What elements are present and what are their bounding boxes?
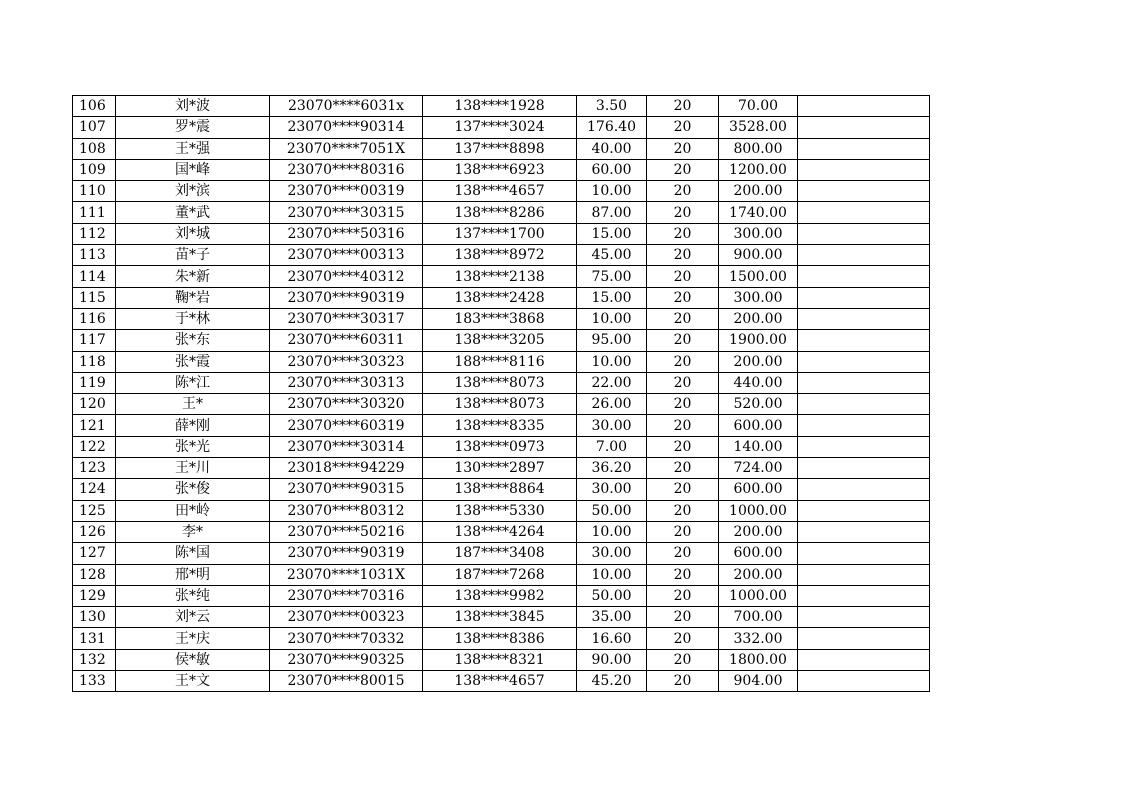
- amount-cell: 1500.00: [719, 266, 798, 287]
- name-cell: 于*林: [116, 308, 270, 329]
- area-cell: 16.60: [577, 628, 647, 649]
- table-row: [73, 479, 930, 500]
- table-row: [73, 287, 930, 308]
- name-cell: 侯*敏: [116, 649, 270, 670]
- remark-cell: [798, 585, 930, 606]
- remark-cell: [798, 543, 930, 564]
- row-number-cell: 123: [73, 458, 116, 479]
- remark-cell: [798, 415, 930, 436]
- remark-cell: [798, 245, 930, 266]
- id-number-cell: 23070****90325: [270, 649, 423, 670]
- area-cell: 75.00: [577, 266, 647, 287]
- rate-cell: 20: [647, 585, 719, 606]
- table-row: [73, 117, 930, 138]
- table-row: [73, 415, 930, 436]
- rate-cell: 20: [647, 159, 719, 180]
- area-cell: 22.00: [577, 372, 647, 393]
- name-cell: 薛*刚: [116, 415, 270, 436]
- rate-cell: 20: [647, 415, 719, 436]
- row-number-cell: 109: [73, 159, 116, 180]
- phone-cell: 187****3408: [423, 543, 577, 564]
- amount-cell: 332.00: [719, 628, 798, 649]
- remark-cell: [798, 394, 930, 415]
- rate-cell: 20: [647, 394, 719, 415]
- row-number-cell: 116: [73, 308, 116, 329]
- area-cell: 30.00: [577, 479, 647, 500]
- row-number-cell: 130: [73, 607, 116, 628]
- amount-cell: 440.00: [719, 372, 798, 393]
- area-cell: 90.00: [577, 649, 647, 670]
- area-cell: 10.00: [577, 181, 647, 202]
- row-number-cell: 108: [73, 138, 116, 159]
- id-number-cell: 23070****80015: [270, 671, 423, 692]
- amount-cell: 1200.00: [719, 159, 798, 180]
- remark-cell: [798, 372, 930, 393]
- area-cell: 35.00: [577, 607, 647, 628]
- name-cell: 刘*云: [116, 607, 270, 628]
- phone-cell: 138****9982: [423, 585, 577, 606]
- row-number-cell: 129: [73, 585, 116, 606]
- amount-cell: 300.00: [719, 287, 798, 308]
- id-number-cell: 23070****1031X: [270, 564, 423, 585]
- table-row: [73, 308, 930, 329]
- row-number-cell: 133: [73, 671, 116, 692]
- phone-cell: 187****7268: [423, 564, 577, 585]
- phone-cell: 138****2138: [423, 266, 577, 287]
- amount-cell: 1000.00: [719, 500, 798, 521]
- table-row: [73, 436, 930, 457]
- id-number-cell: 23070****30320: [270, 394, 423, 415]
- amount-cell: 200.00: [719, 351, 798, 372]
- rate-cell: 20: [647, 287, 719, 308]
- name-cell: 刘*滨: [116, 181, 270, 202]
- area-cell: 95.00: [577, 330, 647, 351]
- amount-cell: 600.00: [719, 543, 798, 564]
- rate-cell: 20: [647, 628, 719, 649]
- phone-cell: 137****8898: [423, 138, 577, 159]
- remark-cell: [798, 521, 930, 542]
- name-cell: 张*霞: [116, 351, 270, 372]
- remark-cell: [798, 330, 930, 351]
- row-number-cell: 107: [73, 117, 116, 138]
- name-cell: 王*文: [116, 671, 270, 692]
- phone-cell: 138****8073: [423, 372, 577, 393]
- id-number-cell: 23070****00323: [270, 607, 423, 628]
- remark-cell: [798, 138, 930, 159]
- row-number-cell: 124: [73, 479, 116, 500]
- id-number-cell: 23070****90315: [270, 479, 423, 500]
- rate-cell: 20: [647, 543, 719, 564]
- id-number-cell: 23070****70332: [270, 628, 423, 649]
- table-row: [73, 500, 930, 521]
- remark-cell: [798, 202, 930, 223]
- remark-cell: [798, 287, 930, 308]
- table-row: [73, 671, 930, 692]
- area-cell: 40.00: [577, 138, 647, 159]
- id-number-cell: 23070****70316: [270, 585, 423, 606]
- remark-cell: [798, 117, 930, 138]
- row-number-cell: 126: [73, 521, 116, 542]
- area-cell: 30.00: [577, 543, 647, 564]
- remark-cell: [798, 266, 930, 287]
- id-number-cell: 23070****90319: [270, 543, 423, 564]
- amount-cell: 140.00: [719, 436, 798, 457]
- row-number-cell: 132: [73, 649, 116, 670]
- remark-cell: [798, 159, 930, 180]
- table-row: [73, 543, 930, 564]
- amount-cell: 600.00: [719, 479, 798, 500]
- remark-cell: [798, 223, 930, 244]
- rate-cell: 20: [647, 138, 719, 159]
- name-cell: 张*东: [116, 330, 270, 351]
- name-cell: 李*: [116, 521, 270, 542]
- rate-cell: 20: [647, 671, 719, 692]
- name-cell: 王*: [116, 394, 270, 415]
- area-cell: 15.00: [577, 287, 647, 308]
- id-number-cell: 23070****30313: [270, 372, 423, 393]
- table-row: [73, 181, 930, 202]
- phone-cell: 138****8972: [423, 245, 577, 266]
- phone-cell: 138****4657: [423, 671, 577, 692]
- row-number-cell: 117: [73, 330, 116, 351]
- rate-cell: 20: [647, 372, 719, 393]
- id-number-cell: 23070****80316: [270, 159, 423, 180]
- rate-cell: 20: [647, 564, 719, 585]
- remark-cell: [798, 479, 930, 500]
- amount-cell: 200.00: [719, 521, 798, 542]
- row-number-cell: 112: [73, 223, 116, 244]
- amount-cell: 1900.00: [719, 330, 798, 351]
- area-cell: 45.00: [577, 245, 647, 266]
- phone-cell: 138****8286: [423, 202, 577, 223]
- id-number-cell: 23070****50216: [270, 521, 423, 542]
- area-cell: 50.00: [577, 585, 647, 606]
- area-cell: 45.20: [577, 671, 647, 692]
- table-row: [73, 138, 930, 159]
- phone-cell: 183****3868: [423, 308, 577, 329]
- table-row: [73, 372, 930, 393]
- area-cell: 10.00: [577, 564, 647, 585]
- phone-cell: 138****0973: [423, 436, 577, 457]
- remark-cell: [798, 351, 930, 372]
- phone-cell: 138****3845: [423, 607, 577, 628]
- remark-cell: [798, 607, 930, 628]
- remark-cell: [798, 500, 930, 521]
- phone-cell: 138****1928: [423, 96, 577, 117]
- id-number-cell: 23070****30323: [270, 351, 423, 372]
- phone-cell: 138****4657: [423, 181, 577, 202]
- name-cell: 田*岭: [116, 500, 270, 521]
- rate-cell: 20: [647, 521, 719, 542]
- name-cell: 张*光: [116, 436, 270, 457]
- phone-cell: 130****2897: [423, 458, 577, 479]
- remark-cell: [798, 671, 930, 692]
- row-number-cell: 131: [73, 628, 116, 649]
- phone-cell: 138****8321: [423, 649, 577, 670]
- id-number-cell: 23070****90319: [270, 287, 423, 308]
- rate-cell: 20: [647, 245, 719, 266]
- row-number-cell: 118: [73, 351, 116, 372]
- phone-cell: 138****2428: [423, 287, 577, 308]
- row-number-cell: 114: [73, 266, 116, 287]
- area-cell: 3.50: [577, 96, 647, 117]
- rate-cell: 20: [647, 96, 719, 117]
- row-number-cell: 125: [73, 500, 116, 521]
- id-number-cell: 23070****50316: [270, 223, 423, 244]
- name-cell: 刘*城: [116, 223, 270, 244]
- area-cell: 15.00: [577, 223, 647, 244]
- rate-cell: 20: [647, 458, 719, 479]
- amount-cell: 724.00: [719, 458, 798, 479]
- name-cell: 国*峰: [116, 159, 270, 180]
- rate-cell: 20: [647, 500, 719, 521]
- table-row: [73, 96, 930, 117]
- table-row: [73, 394, 930, 415]
- phone-cell: 138****5330: [423, 500, 577, 521]
- phone-cell: 138****8335: [423, 415, 577, 436]
- area-cell: 30.00: [577, 415, 647, 436]
- name-cell: 朱*新: [116, 266, 270, 287]
- table-row: [73, 223, 930, 244]
- phone-cell: 137****1700: [423, 223, 577, 244]
- table-row: [73, 159, 930, 180]
- name-cell: 董*武: [116, 202, 270, 223]
- rate-cell: 20: [647, 649, 719, 670]
- name-cell: 王*强: [116, 138, 270, 159]
- area-cell: 87.00: [577, 202, 647, 223]
- amount-cell: 200.00: [719, 564, 798, 585]
- amount-cell: 3528.00: [719, 117, 798, 138]
- rate-cell: 20: [647, 607, 719, 628]
- table-row: [73, 564, 930, 585]
- phone-cell: 138****8073: [423, 394, 577, 415]
- amount-cell: 1800.00: [719, 649, 798, 670]
- remark-cell: [798, 628, 930, 649]
- rate-cell: 20: [647, 117, 719, 138]
- remark-cell: [798, 458, 930, 479]
- remark-cell: [798, 181, 930, 202]
- area-cell: 50.00: [577, 500, 647, 521]
- area-cell: 60.00: [577, 159, 647, 180]
- phone-cell: 138****8386: [423, 628, 577, 649]
- amount-cell: 1740.00: [719, 202, 798, 223]
- rate-cell: 20: [647, 479, 719, 500]
- id-number-cell: 23070****40312: [270, 266, 423, 287]
- amount-cell: 200.00: [719, 308, 798, 329]
- table-row: [73, 458, 930, 479]
- table-row: [73, 245, 930, 266]
- id-number-cell: 23070****80312: [270, 500, 423, 521]
- phone-cell: 138****8864: [423, 479, 577, 500]
- remark-cell: [798, 649, 930, 670]
- name-cell: 陈*国: [116, 543, 270, 564]
- amount-cell: 300.00: [719, 223, 798, 244]
- row-number-cell: 106: [73, 96, 116, 117]
- id-number-cell: 23070****90314: [270, 117, 423, 138]
- remark-cell: [798, 96, 930, 117]
- amount-cell: 700.00: [719, 607, 798, 628]
- row-number-cell: 110: [73, 181, 116, 202]
- name-cell: 邢*明: [116, 564, 270, 585]
- id-number-cell: 23070****30315: [270, 202, 423, 223]
- rate-cell: 20: [647, 330, 719, 351]
- phone-cell: 188****8116: [423, 351, 577, 372]
- amount-cell: 520.00: [719, 394, 798, 415]
- name-cell: 鞠*岩: [116, 287, 270, 308]
- amount-cell: 904.00: [719, 671, 798, 692]
- row-number-cell: 113: [73, 245, 116, 266]
- name-cell: 张*纯: [116, 585, 270, 606]
- data-table: [72, 95, 930, 692]
- name-cell: 刘*波: [116, 96, 270, 117]
- table-row: [73, 330, 930, 351]
- rate-cell: 20: [647, 266, 719, 287]
- area-cell: 10.00: [577, 308, 647, 329]
- name-cell: 罗*震: [116, 117, 270, 138]
- row-number-cell: 127: [73, 543, 116, 564]
- table-row: [73, 351, 930, 372]
- row-number-cell: 128: [73, 564, 116, 585]
- amount-cell: 800.00: [719, 138, 798, 159]
- phone-cell: 137****3024: [423, 117, 577, 138]
- name-cell: 张*俊: [116, 479, 270, 500]
- row-number-cell: 115: [73, 287, 116, 308]
- area-cell: 36.20: [577, 458, 647, 479]
- row-number-cell: 120: [73, 394, 116, 415]
- rate-cell: 20: [647, 202, 719, 223]
- phone-cell: 138****6923: [423, 159, 577, 180]
- table-body: [73, 96, 930, 692]
- table-row: [73, 628, 930, 649]
- area-cell: 26.00: [577, 394, 647, 415]
- id-number-cell: 23070****30314: [270, 436, 423, 457]
- phone-cell: 138****4264: [423, 521, 577, 542]
- rate-cell: 20: [647, 436, 719, 457]
- area-cell: 10.00: [577, 521, 647, 542]
- id-number-cell: 23018****94229: [270, 458, 423, 479]
- name-cell: 苗*子: [116, 245, 270, 266]
- row-number-cell: 121: [73, 415, 116, 436]
- amount-cell: 900.00: [719, 245, 798, 266]
- rate-cell: 20: [647, 181, 719, 202]
- phone-cell: 138****3205: [423, 330, 577, 351]
- amount-cell: 70.00: [719, 96, 798, 117]
- table-row: [73, 649, 930, 670]
- row-number-cell: 119: [73, 372, 116, 393]
- amount-cell: 1000.00: [719, 585, 798, 606]
- name-cell: 王*庆: [116, 628, 270, 649]
- amount-cell: 600.00: [719, 415, 798, 436]
- area-cell: 176.40: [577, 117, 647, 138]
- table-row: [73, 521, 930, 542]
- table-row: [73, 585, 930, 606]
- id-number-cell: 23070****00319: [270, 181, 423, 202]
- amount-cell: 200.00: [719, 181, 798, 202]
- id-number-cell: 23070****7051X: [270, 138, 423, 159]
- remark-cell: [798, 436, 930, 457]
- remark-cell: [798, 308, 930, 329]
- name-cell: 王*川: [116, 458, 270, 479]
- area-cell: 10.00: [577, 351, 647, 372]
- rate-cell: 20: [647, 223, 719, 244]
- table-row: [73, 266, 930, 287]
- remark-cell: [798, 564, 930, 585]
- id-number-cell: 23070****60319: [270, 415, 423, 436]
- row-number-cell: 122: [73, 436, 116, 457]
- id-number-cell: 23070****30317: [270, 308, 423, 329]
- table-row: [73, 202, 930, 223]
- id-number-cell: 23070****60311: [270, 330, 423, 351]
- id-number-cell: 23070****6031x: [270, 96, 423, 117]
- area-cell: 7.00: [577, 436, 647, 457]
- table-row: [73, 607, 930, 628]
- name-cell: 陈*江: [116, 372, 270, 393]
- rate-cell: 20: [647, 308, 719, 329]
- id-number-cell: 23070****00313: [270, 245, 423, 266]
- row-number-cell: 111: [73, 202, 116, 223]
- rate-cell: 20: [647, 351, 719, 372]
